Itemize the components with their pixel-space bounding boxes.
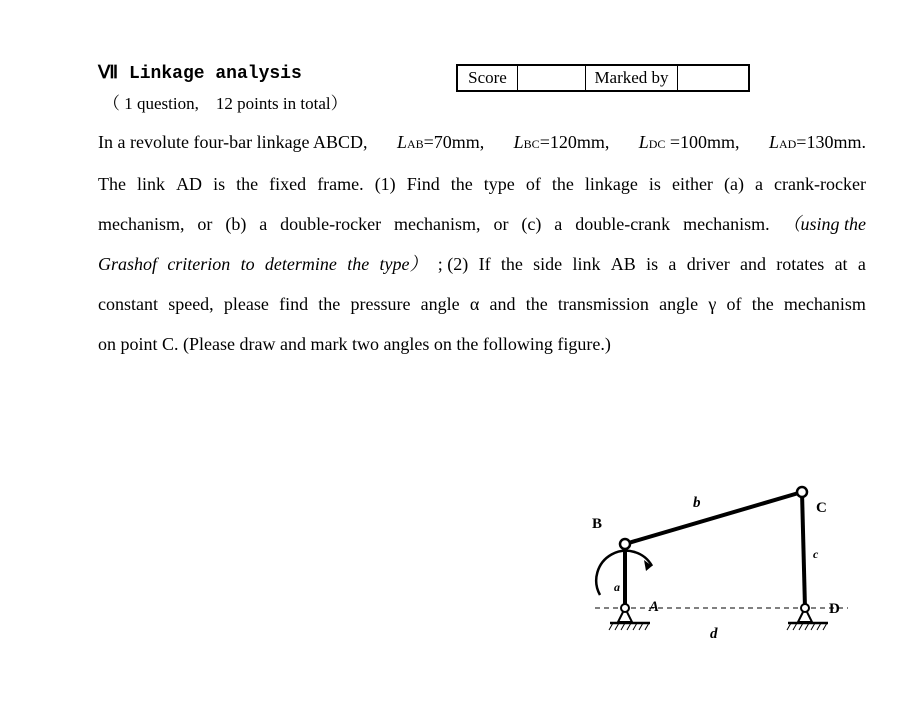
word: If <box>478 254 491 274</box>
word: the <box>551 174 574 194</box>
score-table <box>456 64 750 92</box>
problem-line-4 <box>98 244 866 284</box>
word: at <box>834 254 848 274</box>
word: Find <box>406 174 440 194</box>
word: fixed <box>269 174 307 194</box>
label-b: B <box>592 516 603 532</box>
joint-a <box>621 604 629 612</box>
word: and <box>739 254 766 274</box>
label-link-a: a <box>614 580 620 594</box>
word: double-rocker <box>280 214 382 234</box>
word: the <box>347 254 370 274</box>
word: α <box>469 294 480 314</box>
word: driver <box>686 254 730 274</box>
word: is <box>213 174 226 194</box>
word: criterion <box>167 254 231 274</box>
word: type） <box>379 254 428 274</box>
word: of <box>525 174 541 194</box>
word: a <box>754 174 763 194</box>
marked-by-field[interactable] <box>678 66 748 90</box>
word: The <box>98 174 126 194</box>
word: and <box>489 294 516 314</box>
label-a: A <box>649 599 660 615</box>
label-c: C <box>816 500 827 516</box>
word: AB <box>610 254 636 274</box>
word: constant <box>98 294 158 314</box>
word: a <box>857 254 866 274</box>
word: mechanism. <box>683 214 770 234</box>
joint-d <box>801 604 809 612</box>
marked-by-label: Marked by <box>586 66 678 90</box>
word: the <box>751 294 774 314</box>
word: frame. <box>317 174 364 194</box>
word: either <box>671 174 713 194</box>
link-bc <box>625 492 802 544</box>
word: linkage <box>584 174 638 194</box>
word: (a) <box>723 174 744 194</box>
word: determine <box>264 254 337 274</box>
score-label: Score <box>458 66 518 90</box>
label-link-d: d <box>710 626 718 642</box>
word: link <box>137 174 166 194</box>
word: AD <box>176 174 203 194</box>
word: angle <box>420 294 460 314</box>
word: angle <box>659 294 699 314</box>
word: the <box>236 174 259 194</box>
link-cd <box>802 492 805 608</box>
word: transmission <box>557 294 649 314</box>
word: mechanism <box>783 294 866 314</box>
word: mechanism, <box>98 214 185 234</box>
word: rotates <box>776 254 825 274</box>
word: is <box>646 254 659 274</box>
word: double-crank <box>575 214 671 234</box>
word: or <box>197 214 213 234</box>
word: γ <box>708 294 717 314</box>
word: mechanism, <box>394 214 481 234</box>
word: find <box>279 294 309 314</box>
length-bc: LBC=120mm, <box>513 132 610 152</box>
four-bar-linkage-figure <box>580 480 860 650</box>
problem-line-3 <box>98 204 866 244</box>
label-link-c: c <box>813 547 819 561</box>
word: the <box>525 294 548 314</box>
word: type <box>483 174 515 194</box>
problem-line-5 <box>98 284 866 324</box>
word: pressure <box>350 294 411 314</box>
joint-b <box>620 539 630 549</box>
word: or <box>493 214 509 234</box>
label-d: D <box>829 601 840 617</box>
word: (1) <box>374 174 396 194</box>
length-ab: LAB=70mm, <box>396 132 485 152</box>
word: please <box>223 294 269 314</box>
length-ad: LAD=130mm. <box>768 132 866 152</box>
word: a <box>554 214 563 234</box>
word: side <box>533 254 563 274</box>
word: Grashof <box>98 254 158 274</box>
word: to <box>240 254 255 274</box>
word: of <box>726 294 742 314</box>
section-subtitle: （ 1 question, 12 points in total） <box>103 94 348 113</box>
word: the <box>450 174 473 194</box>
length-dc: LDC =100mm, <box>638 132 740 152</box>
label-link-b: b <box>693 495 701 511</box>
joint-c <box>797 487 807 497</box>
word: (b) <box>225 214 247 234</box>
problem-text <box>98 122 866 364</box>
problem-line-2 <box>98 164 866 204</box>
section-title: Ⅶ Linkage analysis <box>98 64 302 84</box>
word: a <box>259 214 268 234</box>
word: a <box>668 254 677 274</box>
word: the <box>318 294 341 314</box>
word: speed, <box>168 294 214 314</box>
word: (c) <box>521 214 542 234</box>
problem-line-1 <box>98 122 866 164</box>
word: （using the <box>782 214 866 234</box>
score-field[interactable] <box>518 66 586 90</box>
word: the <box>500 254 523 274</box>
problem-intro: In a revolute four-bar linkage ABCD, <box>98 132 368 152</box>
word: ; (2) <box>437 254 469 274</box>
word: crank-rocker <box>774 174 866 194</box>
word: is <box>648 174 661 194</box>
word: link <box>572 254 601 274</box>
problem-line-6: on point C. (Please draw and mark two angles on the following figure.) <box>98 334 611 354</box>
